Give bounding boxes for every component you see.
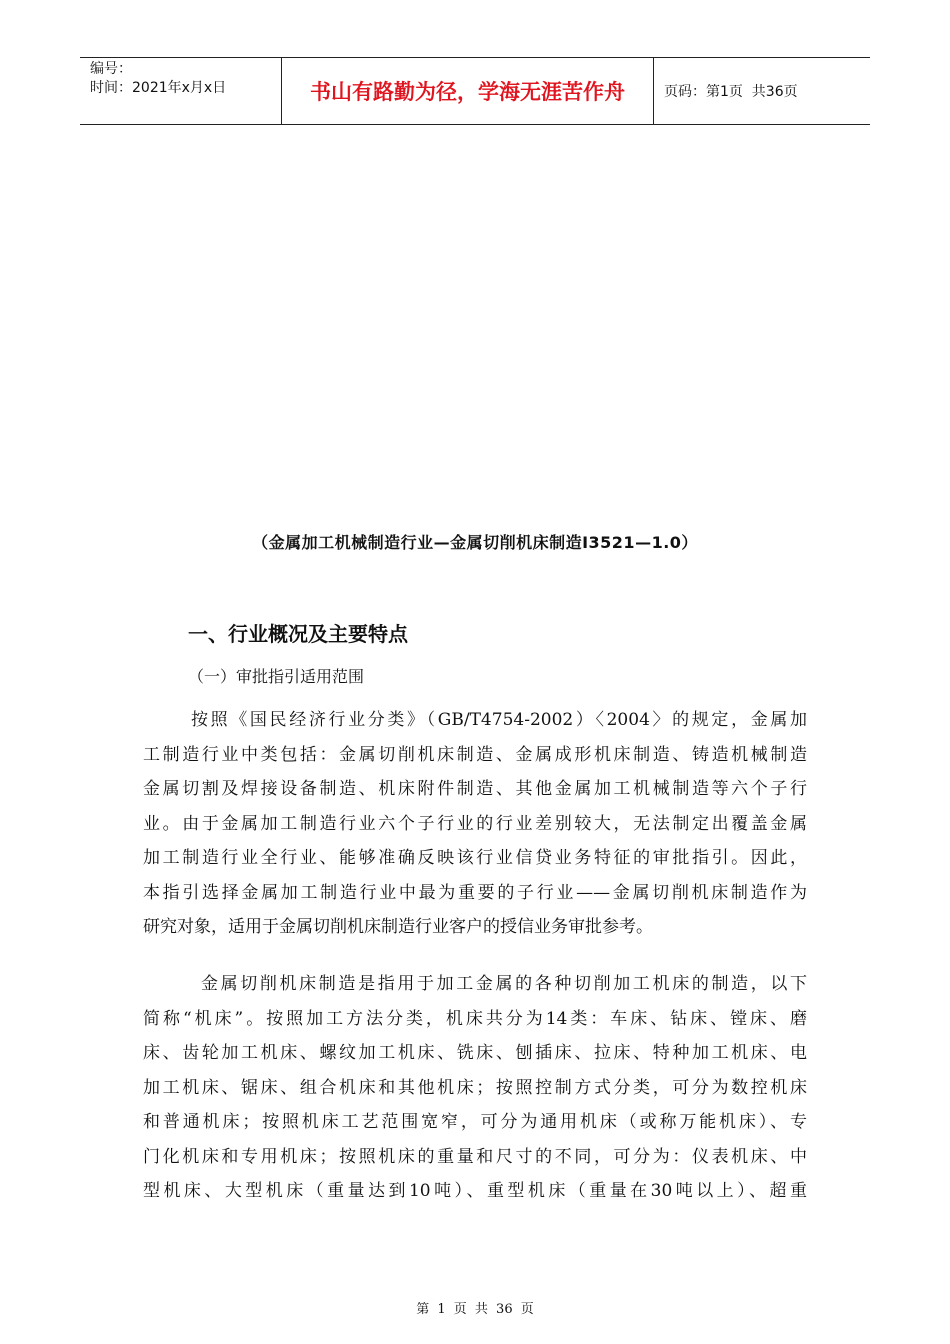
paragraph-line: 型机床、大型机床（重量达到10吨）、重型机床（重量在30吨以上）、超重 [143,1181,807,1201]
paragraph-line: 研究对象，适用于金属切削机床制造行业客户的授信业务审批参考。 [143,917,653,937]
paragraph-line: 业。由于金属加工制造行业六个子行业的行业差别较大，无法制定出覆盖金属 [143,813,807,834]
subsection-heading: （一）审批指引适用范围 [188,667,365,686]
document-header [80,57,870,125]
section-heading: 一、行业概况及主要特点 [188,622,408,646]
paragraph-line: 按照《国民经济行业分类》（GB/T4754-2002）〈2004〉的规定，金属加 [191,710,807,730]
paragraph-line: 本指引选择金属加工制造行业中最为重要的子行业——金属切削机床制造作为 [143,882,807,903]
paragraph-line: 和普通机床；按照机床工艺范围宽窄，可分为通用机床（或称万能机床）、专 [143,1112,807,1132]
paragraph-line: 门化机床和专用机床；按照机床的重量和尺寸的不同，可分为：仪表机床、中 [143,1146,807,1167]
paragraph-line: 加工制造行业全行业、能够准确反映该行业信贷业务特征的审批指引。因此， [143,848,807,868]
paragraph-machine-tools [143,967,807,1209]
header-meta-cell [80,58,282,124]
page-info: 页码：第1页 共36页 [664,84,798,100]
paragraph-line: 床、齿轮加工机床、螺纹加工机床、铣床、刨插床、拉床、特种加工机床、电 [143,1043,807,1063]
document-subtitle: （金属加工机械制造行业—金属切削机床制造I3521—1.0） [252,533,698,552]
paragraph-line: 金属切削机床制造是指用于加工金属的各种切削加工机床的制造，以下 [201,974,807,994]
page-footer: 第 1 页 共 36 页 [416,1302,534,1317]
paragraph-line: 金属切割及焊接设备制造、机床附件制造、其他金属加工机械制造等六个子行 [143,779,807,799]
paragraph-line: 简称“机床”。按照加工方法分类，机床共分为14类：车床、钻床、镗床、磨 [143,1008,807,1029]
motto-text: 书山有路勤为径，学海无涯苦作舟 [310,80,625,104]
paragraph-line: 加工机床、锯床、组合机床和其他机床；按照控制方式分类，可分为数控机床 [143,1077,807,1098]
time-label: 时间：2021年x月x日 [90,80,227,96]
header-page-cell [654,58,870,124]
paragraph-line: 工制造行业中类包括：金属切削机床制造、金属成形机床制造、铸造机械制造 [143,744,807,765]
paragraph-scope [143,703,807,945]
header-motto-cell [282,58,654,124]
number-label: 编号： [90,61,132,77]
